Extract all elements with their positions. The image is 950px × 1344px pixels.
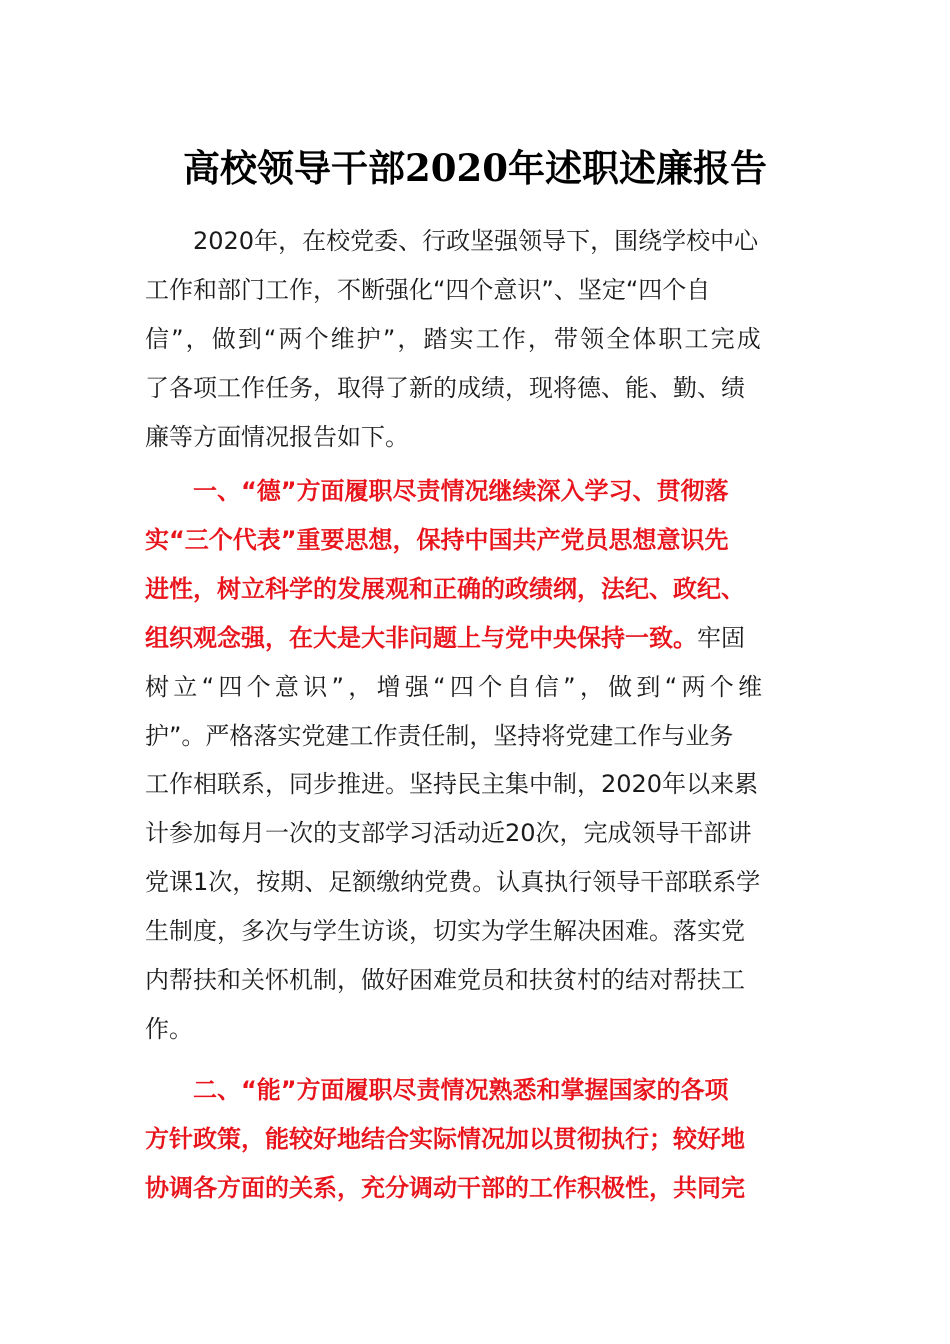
section-heading-line: 二、“能”方面履职尽责情况熟悉和掌握国家的各项 (193, 1076, 729, 1104)
section-heading-line: 进性，树立科学的发展观和正确的政绩纲，法纪、政纪、 (145, 574, 745, 603)
paragraph-de-section (145, 467, 807, 1054)
text-line: 计参加每月一次的支部学习活动近20次，完成领导干部讲 (145, 819, 752, 848)
paragraph-neng-section (145, 1066, 807, 1213)
section-heading-line: 组织观念强，在大是大非问题上与党中央保持一致。 (145, 623, 697, 652)
text-line: 2020年，在校党委、行政坚强领导下，围绕学校中心 (193, 227, 759, 255)
section-heading-line: 方针政策，能较好地结合实际情况加以贯彻执行；较好地 (145, 1124, 745, 1153)
section-heading-line: 协调各方面的关系，充分调动干部的工作积极性，共同完 (145, 1173, 745, 1202)
text-line: 作。 (145, 1014, 193, 1043)
mixed-line (145, 614, 807, 663)
text-line: 工作相联系，同步推进。坚持民主集中制，2020年以来累 (145, 770, 759, 799)
text-line: 工作和部门工作，不断强化“四个意识”、坚定“四个自 (145, 275, 711, 304)
document-title: 高校领导干部2020年述职述廉报告 (183, 146, 767, 190)
text-line: 党课1次，按期、足额缴纳党费。认真执行领导干部联系学 (145, 868, 761, 897)
text-line: 护”。严格落实党建工作责任制，坚持将党建工作与业务 (145, 721, 734, 750)
section-heading-line: 实“三个代表”重要思想，保持中国共产党员思想意识先 (145, 525, 729, 554)
text-fragment: 牢固 (697, 623, 745, 652)
text-line: 生制度，多次与学生访谈，切实为学生解决困难。落实党 (145, 917, 745, 946)
text-line: 廉等方面情况报告如下。 (145, 422, 409, 451)
section-heading-line: 一、“德”方面履职尽责情况继续深入学习、贯彻落 (193, 477, 729, 505)
text-line: 内帮扶和关怀机制，做好困难党员和扶贫村的结对帮扶工 (145, 966, 745, 995)
paragraph-intro (145, 217, 807, 462)
text-line: 信”，做到“两个维护”，踏实工作，带领全体职工完成 (145, 324, 763, 353)
text-line: 了各项工作任务，取得了新的成绩，现将德、能、勤、绩 (145, 373, 745, 402)
text-line: 树立“四个意识”，增强“四个自信”，做到“两个维 (145, 672, 767, 701)
